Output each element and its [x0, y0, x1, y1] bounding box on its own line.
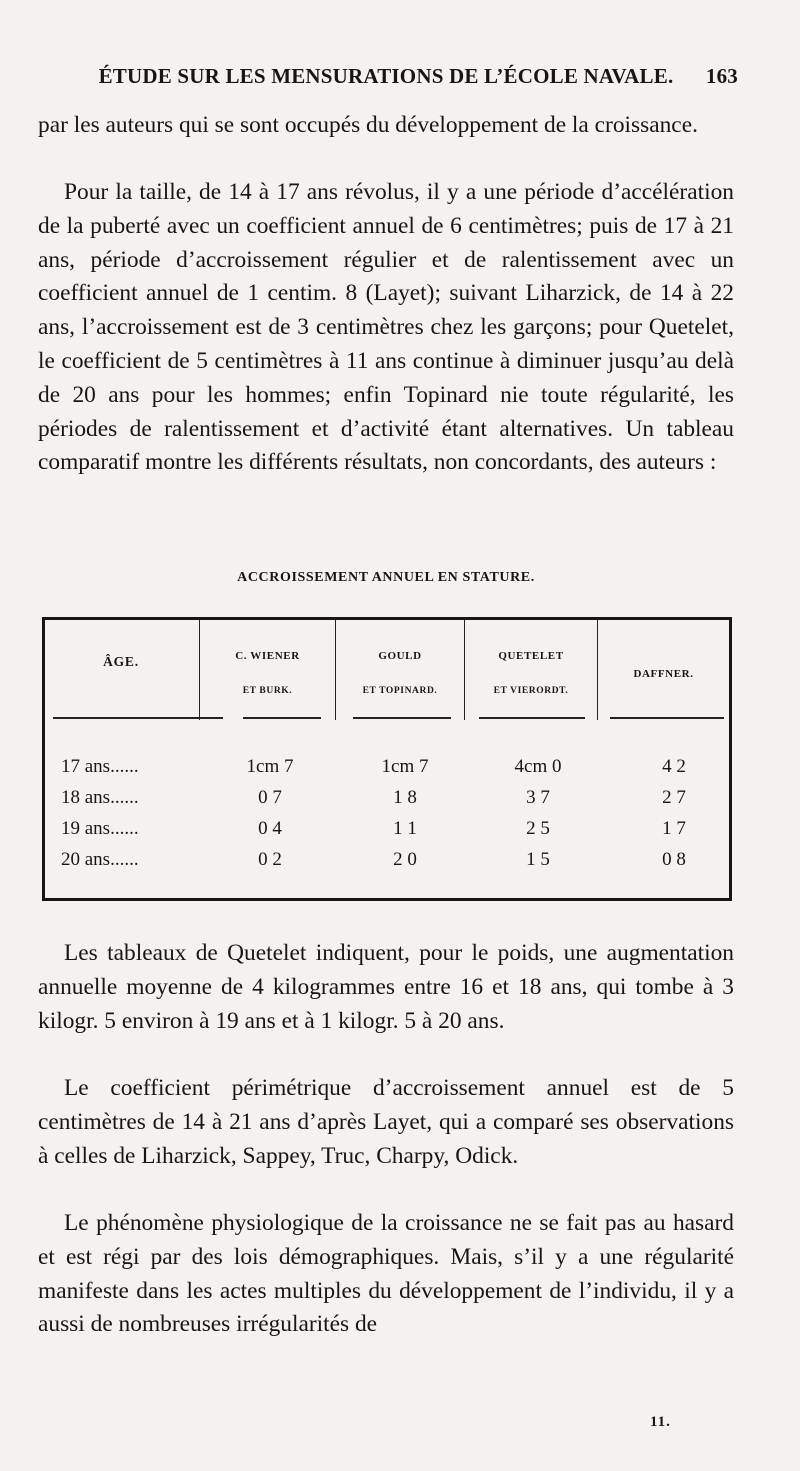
cell-daffner: 0 8: [662, 849, 686, 870]
table-row: [45, 787, 729, 818]
row-age: 20 ans......: [61, 849, 139, 870]
cell-quetelet: 3 7: [526, 787, 550, 808]
paragraph-3: Les tableaux de Quetelet indiquent, pour le poids, une augmentation annuelle moyenne de 4 kilogrammes entre 16 et 18 ans, qui tombe à 3 kilogr. 5 environ à 19 ans et à 1 kilogr. 5 à 20 ans.: [38, 940, 734, 1034]
table-row: [45, 756, 729, 787]
column-divider: [464, 620, 465, 720]
row-age: 19 ans......: [61, 818, 139, 839]
header-rule: [353, 717, 451, 719]
header-rule: [610, 717, 724, 719]
row-age: 17 ans......: [61, 756, 139, 777]
header-col2-line2: ET TOPINARD.: [362, 686, 438, 696]
cell-daffner: 4 2: [662, 756, 686, 777]
cell-daffner: 2 7: [662, 787, 686, 808]
paragraph-1: par les auteurs qui se sont occupés du développement de la croissance.: [38, 112, 698, 138]
cell-quetelet: 2 5: [526, 818, 550, 839]
table-row: [45, 849, 729, 880]
paragraph-4: Le coefficient périmétrique d’accroissement annuel est de 5 centimètres de 14 à 21 ans d’après Layet, qui a comparé ses observations à celles de Liharzick, Sappey, Truc, Charpy, Odick.: [38, 1075, 734, 1169]
cell-wiener: 0 7: [258, 787, 282, 808]
cell-gould: 1 1: [393, 818, 417, 839]
header-rule: [479, 717, 585, 719]
header-col1-line2: ET BURK.: [242, 686, 293, 696]
table-body: [45, 756, 729, 880]
paragraph-5: Le phénomène physiologique de la croissance ne se fait pas au hasard et est régi par des lois démographiques. Mais, s’il y a une régularité manifeste dans les actes multiples du développement de l’individu, il y a aussi de nombreuses irrégularités de: [38, 1210, 734, 1338]
row-age: 18 ans......: [61, 787, 139, 808]
running-head: [88, 64, 738, 89]
table-title: ACCROISSEMENT ANNUEL EN STATURE.: [237, 570, 535, 585]
cell-gould: 1cm 7: [381, 756, 429, 777]
header-col1-line1: C. WIENER: [235, 650, 300, 662]
cell-quetelet: 1 5: [526, 849, 550, 870]
header-rule: [243, 717, 321, 719]
header-col2-line1: GOULD: [378, 650, 422, 662]
cell-gould: 2 0: [393, 849, 417, 870]
page-number: 163: [705, 64, 738, 88]
cell-quetelet: 4cm 0: [514, 756, 562, 777]
signature-mark: 11.: [650, 1414, 671, 1430]
header-col4: DAFFNER.: [633, 668, 694, 680]
paragraph-2: Pour la taille, de 14 à 17 ans révolus, il y a une période d’accélération de la puberté avec un coefficient annuel de 6 centimètres; puis de 17 à 21 ans, période d’accroissement régulier et de ralentissement avec un coefficient annuel de 1 centim. 8 (Layet); suivant Liharzick, de 14 à 22 ans, l’accroissement est de 3 centimètres chez les garçons; pour Quetelet, le coefficient de 5 centimètres à 11 ans continue à diminuer jusqu’au delà de 20 ans pour les hommes; enfin Topinard nie toute régularité, les périodes de ralentissement et d’activité étant alternatives. Un tableau comparatif montre les différents résultats, non concordants, des auteurs :: [38, 179, 734, 476]
header-col3-line1: QUETELET: [498, 650, 564, 662]
table-row: [45, 818, 729, 849]
cell-wiener: 0 4: [258, 818, 282, 839]
stature-table: [42, 617, 732, 901]
cell-gould: 1 8: [393, 787, 417, 808]
running-head-title: ÉTUDE SUR LES MENSURATIONS DE L’ÉCOLE NAVALE.: [98, 64, 674, 88]
column-divider: [199, 620, 200, 720]
cell-wiener: 1cm 7: [246, 756, 294, 777]
cell-daffner: 1 7: [662, 818, 686, 839]
column-divider: [335, 620, 336, 720]
cell-wiener: 0 2: [258, 849, 282, 870]
header-rule: [53, 717, 223, 719]
header-col3-line2: ET VIERORDT.: [493, 686, 569, 696]
header-age: ÂGE.: [103, 654, 139, 669]
